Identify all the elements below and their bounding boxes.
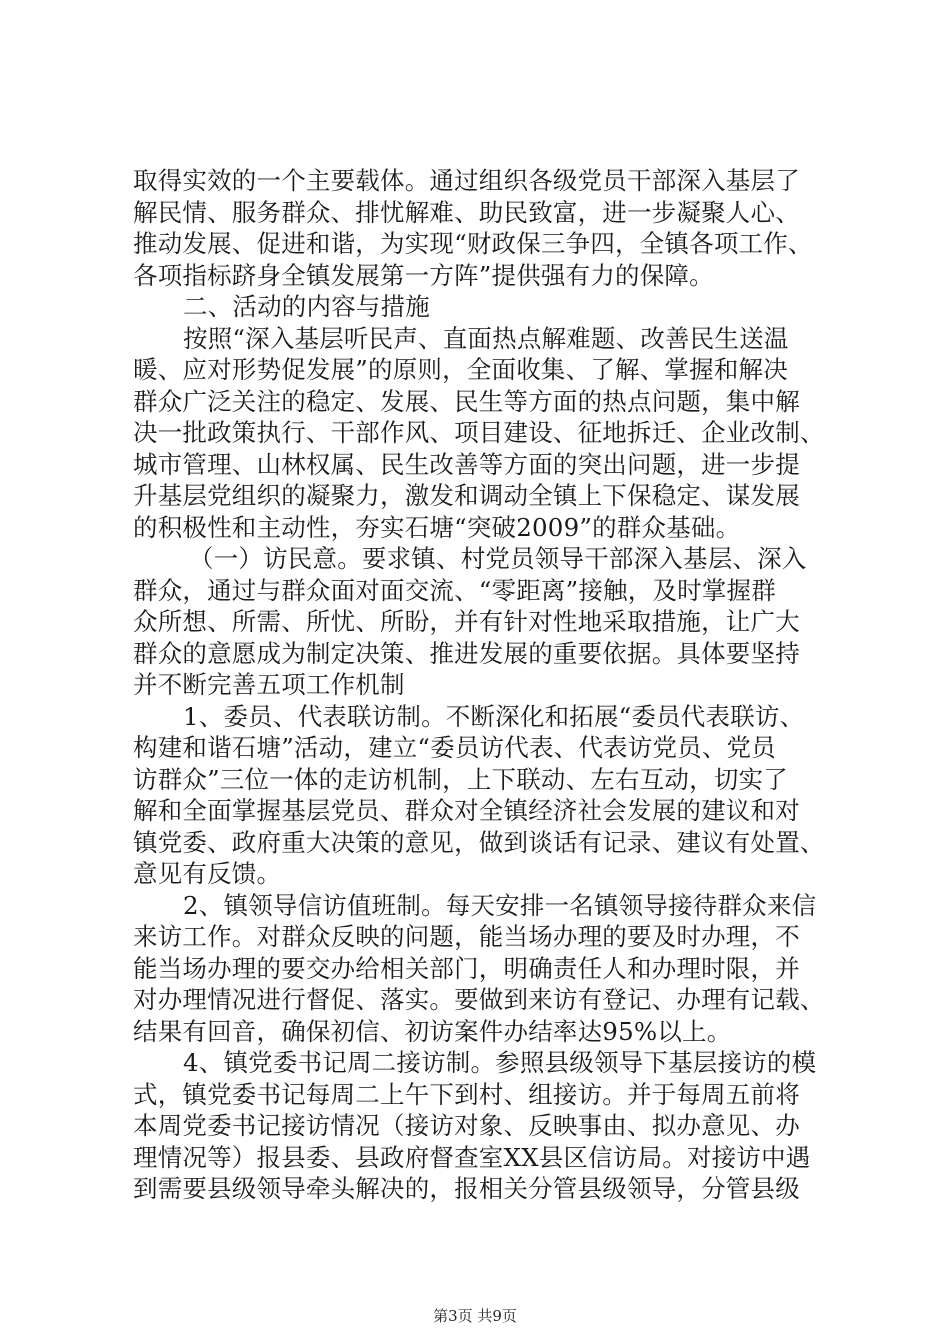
text-line: 城市管理、山林权属、民生改善等方面的突出问题，进一步提	[133, 449, 800, 479]
text-line: 群众广泛关注的稳定、发展、民生等方面的热点问题，集中解	[133, 386, 800, 416]
text-line: 各项指标跻身全镇发展第一方阵”提供强有力的保障。	[133, 260, 714, 290]
text-line: 解和全面掌握基层党员、群众对全镇经济社会发展的建议和对	[133, 796, 800, 825]
text-line: 群众，通过与群众面对面交流、“零距离”接触，及时掌握群	[133, 575, 776, 605]
section-heading: 二、活动的内容与措施	[183, 292, 430, 321]
text-line: 结果有回音，确保初信、初访案件办结率达95%以上。	[133, 1016, 732, 1046]
text-line: 2、镇领导信访值班制。每天安排一名镇领导接待群众来信	[183, 890, 817, 920]
text-line: 镇党委、政府重大决策的意见，做到谈话有记录、建议有处置、	[133, 827, 825, 857]
text-line: 取得实效的一个主要载体。通过组织各级党员干部深入基层了	[133, 166, 800, 195]
text-line: 群众的意愿成为制定决策、推进发展的重要依据。具体要坚持	[133, 638, 800, 668]
text-line: 推动发展、促进和谐，为实现“财政保三争四，全镇各项工作、	[133, 229, 813, 258]
text-line: 1、委员、代表联访制。不断深化和拓展“委员代表联访、	[183, 701, 805, 731]
text-line: 本周党委书记接访情况（接访对象、反映事由、拟办意见、办	[133, 1111, 800, 1140]
text-line: 并不断完善五项工作机制	[133, 670, 405, 699]
body-text	[133, 165, 833, 1205]
text-line: 对办理情况进行督促、落实。要做到来访有登记、办理有记载、	[133, 985, 825, 1014]
text-line: 决一批政策执行、干部作风、项目建设、征地拆迁、企业改制、	[133, 418, 825, 447]
text-line: 到需要县级领导牵头解决的，报相关分管县级领导，分管县级	[133, 1174, 800, 1203]
text-line: 4、镇党委书记周二接访制。参照县级领导下基层接访的模	[183, 1048, 817, 1077]
text-line: 构建和谐石塘”活动，建立“委员访代表、代表访党员、党员	[133, 733, 776, 762]
text-line: 的积极性和主动性，夯实石塘“突破2009”的群众基础。	[133, 512, 741, 542]
text-line: 式，镇党委书记每周二上午下到村、组接访。并于每周五前将	[133, 1079, 800, 1109]
text-line: 升基层党组织的凝聚力，激发和调动全镇上下保稳定、谋发展	[133, 481, 800, 510]
text-line: 来访工作。对群众反映的问题，能当场办理的要及时办理，不	[133, 922, 800, 951]
text-line: 访群众”三位一体的走访机制，上下联动、左右互动，切实了	[133, 764, 788, 794]
text-line: 按照“深入基层听民声、直面热点解难题、改善民生送温	[183, 323, 789, 353]
text-line: 解民情、服务群众、排忧解难、助民致富，进一步凝聚人心、	[133, 197, 800, 227]
subsection-heading: （一）访民意。要求镇、村党员领导干部深入基层、深入	[189, 544, 807, 573]
text-line: 众所想、所需、所忧、所盼，并有针对性地采取措施，让广大	[133, 607, 800, 636]
text-line: 能当场办理的要交办给相关部门，明确责任人和办理时限，并	[133, 953, 800, 983]
text-line: 意见有反馈。	[133, 859, 282, 888]
text-line: 暖、应对形势促发展”的原则，全面收集、了解、掌握和解决	[133, 355, 788, 384]
text-line: 理情况等）报县委、县政府督查室XX县区信访局。对接访中遇	[133, 1142, 811, 1172]
page-number: 第3页 共9页	[433, 1307, 517, 1325]
